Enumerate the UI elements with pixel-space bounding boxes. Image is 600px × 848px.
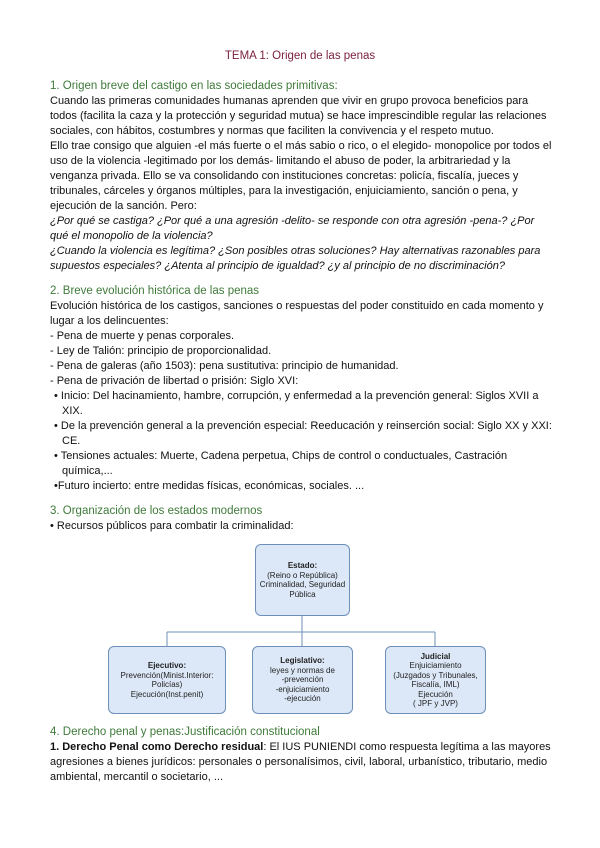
node-ejecutivo-line: Policías) — [151, 680, 183, 689]
node-judicial — [385, 646, 486, 714]
sub-list-item: •Futuro incierto: entre medidas físicas, económicas, sociales. ... — [54, 480, 365, 492]
document-body — [50, 79, 555, 785]
section-4-text: : El IUS PUNIENDI como respuesta legítima a las mayores agresiones a bienes jurídicos: personales o personalísimos, civil, laboral, urbanístico, tributario, medio ambiental, mercantil o societario, ... — [50, 741, 551, 783]
list-item: - Pena de privación de libertad o prisión: Siglo XVI: — [50, 375, 299, 387]
list-item: - Pena de muerte y penas corporales. — [50, 330, 235, 342]
section-1-questions-1: ¿Por qué se castiga? ¿Por qué a una agresión -delito- se responde con otra agresión -pena-? ¿Por qué el monopolio de la violencia? — [50, 215, 535, 242]
node-ejecutivo-line: Ejecución(Inst.penit) — [130, 689, 204, 699]
node-judicial-line: Ejecución — [418, 689, 453, 699]
list-item: - Ley de Talión: principio de proporcionalidad. — [50, 345, 272, 357]
state-organization-diagram — [50, 540, 555, 715]
node-ejecutivo — [108, 646, 226, 714]
section-4-lead: 1. Derecho Penal como Derecho residual — [50, 741, 264, 753]
node-judicial-line: Enjuiciamiento — [409, 661, 462, 670]
node-judicial-line: Fiscalía, IML) — [411, 680, 460, 689]
section-1-heading: 1. Origen breve del castigo en las sociedades primitivas: — [50, 80, 338, 92]
node-estado-line: Criminalidad, Seguridad — [259, 580, 346, 589]
node-ejecutivo-line: Prevención(Minist.Interior: — [120, 670, 214, 680]
node-legislativo-line: leyes y normas de — [270, 665, 335, 675]
node-legislativo — [252, 646, 353, 714]
section-4-paragraph — [50, 740, 555, 785]
sub-list-item: • Tensiones actuales: Muerte, Cadena perpetua, Chips de control o conductuales, Castración química,... — [54, 450, 508, 477]
section-2-heading: 2. Breve evolución histórica de las penas — [50, 285, 260, 297]
section-1-questions-2: ¿Cuando la violencia es legítima? ¿Son posibles otras soluciones? Hay alternativas razonables para supuestos especiales? ¿Atenta al principio de igualdad? ¿y al principio de no discriminación? — [50, 245, 541, 272]
node-estado — [255, 544, 350, 616]
section-2-intro: Evolución histórica de los castigos, sanciones o respuestas del poder constituido en cada momento y lugar a los delincuentes: — [50, 300, 544, 327]
node-estado-title: Estado: — [287, 561, 318, 570]
section-1-paragraph-2: Ello trae consigo que alguien -el más fuerte o el más sabio o rico, o el elegido- monopolice por todos el uso de la violencia -legitimado por los demás- limitando el abuso de poder, la arbitrariedad y la venganza privada. Ello se va consolidando con instituciones concretas: policía, fiscalía, jueces y tribunales, cárceles y órganos múltiples, para la investigación, enjuiciamiento, sanción o pena, y ejecución de la sanción. Pero: — [50, 140, 552, 212]
node-judicial-line: (Juzgados y Tribunales, — [393, 670, 478, 680]
node-judicial-line: ( JPF y JVP) — [413, 699, 458, 708]
section-3-heading: 3. Organización de los estados modernos — [50, 505, 263, 517]
node-estado-line: (Reino o República) — [267, 570, 338, 580]
node-legislativo-line: -ejecución — [284, 694, 321, 704]
node-legislativo-line: -prevención — [281, 675, 324, 685]
section-4-heading: 4. Derecho penal y penas:Justificación constitucional — [50, 726, 320, 738]
node-ejecutivo-title: Ejecutivo: — [147, 661, 187, 670]
list-item: - Pena de galeras (año 1503): pena sustitutiva: principio de humanidad. — [50, 360, 399, 372]
section-1-paragraph-1: Cuando las primeras comunidades humanas aprenden que vivir en grupo provoca beneficios para todos (facilita la caza y la protección y seguridad mutua) se hace imprescindible regular las relaciones sociales, con hábitos, costumbres y normas que faciliten la convivencia y el respeto mutuo. — [50, 95, 547, 137]
node-estado-line: Pública — [289, 589, 316, 599]
node-legislativo-title: Legislativo: — [280, 656, 325, 666]
section-3-bullet: • Recursos públicos para combatir la criminalidad: — [50, 520, 294, 532]
node-judicial-title: Judicial — [420, 651, 451, 661]
sub-list-item: • De la prevención general a la prevención especial: Reeducación y reinserción social: Siglo XX y XXI: CE. — [54, 420, 552, 447]
node-legislativo-line: -enjuiciamiento — [275, 684, 330, 694]
document-title: TEMA 1: Origen de las penas — [224, 50, 376, 62]
sub-list-item: • Inicio: Del hacinamiento, hambre, corrupción, y enfermedad a la prevención general: Siglos XVII a XIX. — [54, 390, 539, 417]
